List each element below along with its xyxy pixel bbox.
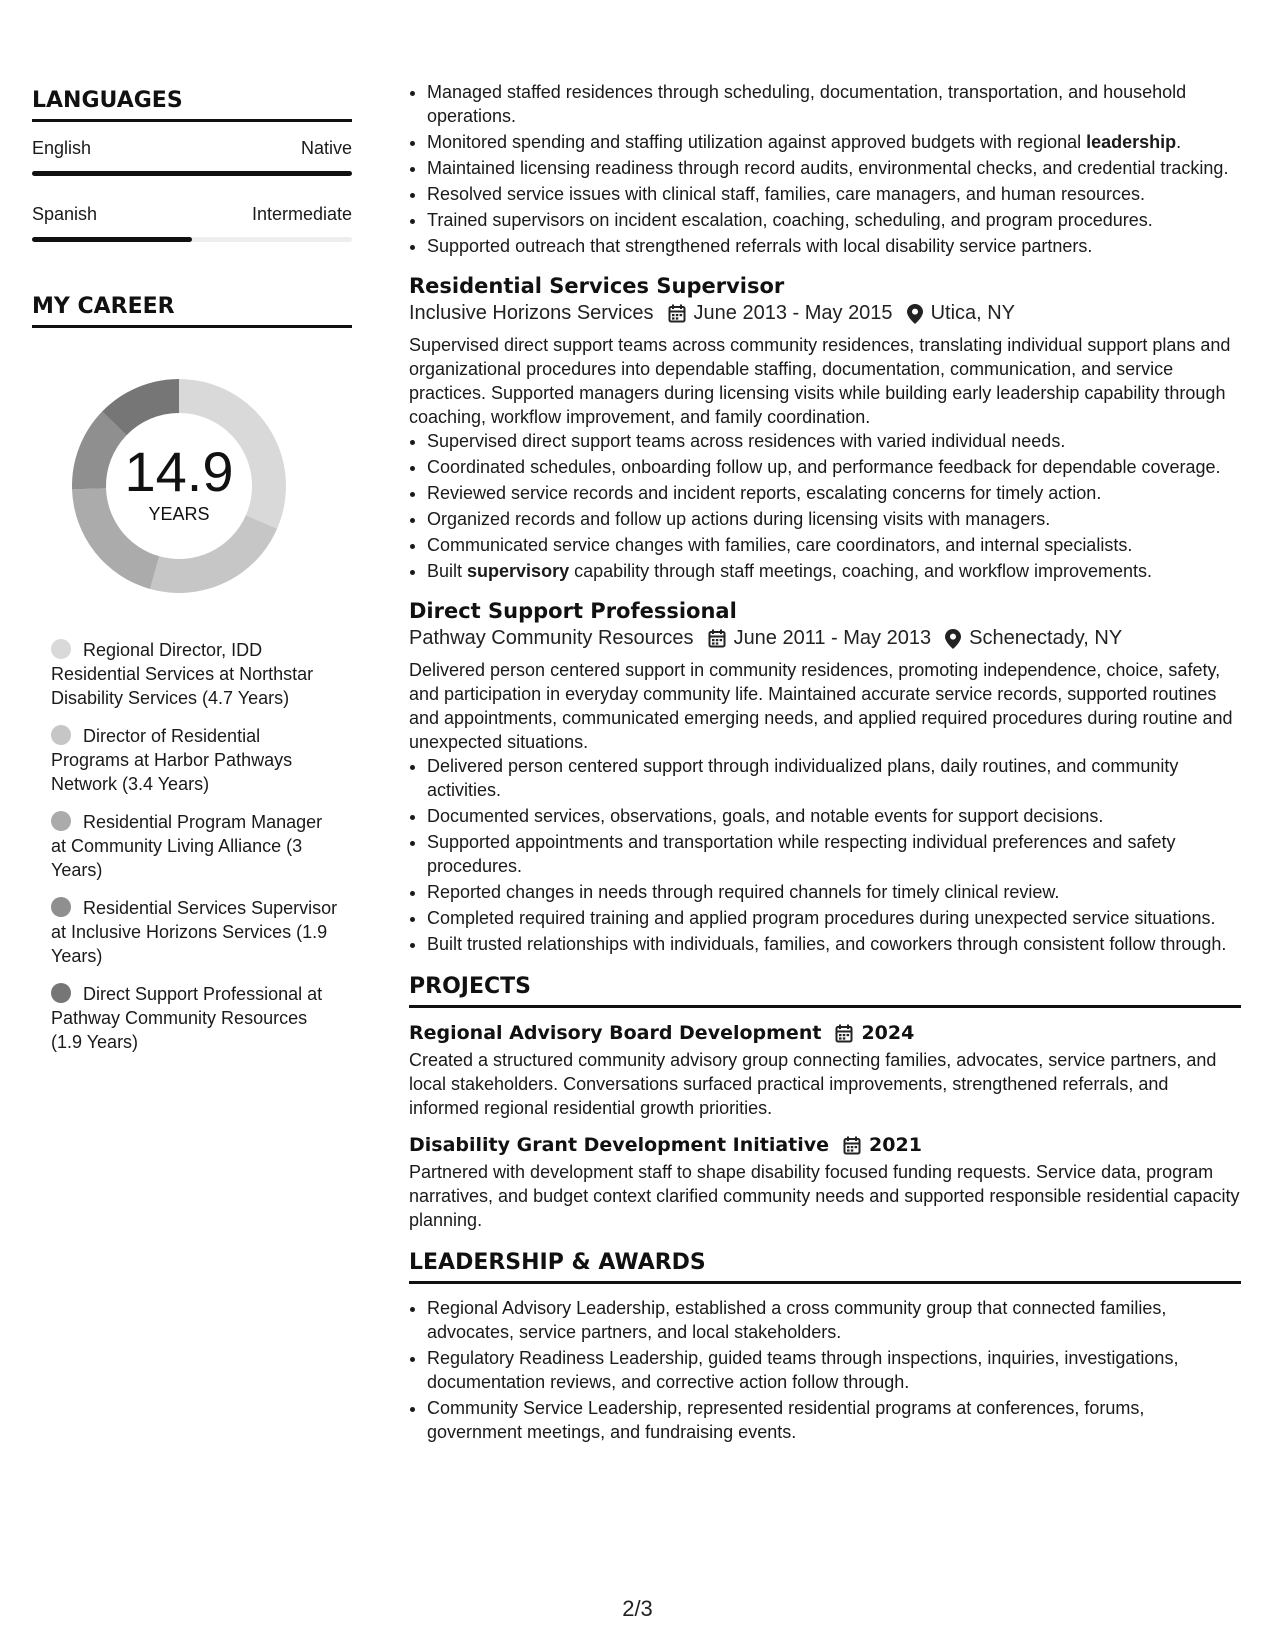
language-proficiency-fill (32, 237, 192, 242)
bullet-item: • Organized records and follow up actions during licensing visits with managers. (427, 507, 1241, 531)
job-bullets (409, 754, 1241, 956)
legend-item (51, 982, 341, 1054)
legend-dot (51, 897, 71, 917)
project-name: Disability Grant Development Initiative (409, 1134, 830, 1156)
calendar-icon (668, 304, 686, 323)
total-years-value: 14.9 (124, 440, 234, 503)
bullet-item: • Resolved service issues with clinical staff, families, care managers, and human resources. (427, 182, 1241, 206)
language-name: Spanish (32, 204, 98, 224)
project-year: 2024 (861, 1022, 915, 1044)
leadership-heading: LEADERSHIP & AWARDS (409, 1250, 1241, 1284)
bullet-item: • Community Service Leadership, represented residential programs at conferences, forums, government meetings, and fundraising events. (427, 1396, 1241, 1444)
project-title-row (409, 1022, 1241, 1044)
job-entry (409, 599, 1241, 956)
bullet-item: • Reviewed service records and incident reports, escalating concerns for timely action. (427, 481, 1241, 505)
legend-label: Direct Support Professional at Pathway Community Resources (1.9 Years) (51, 984, 323, 1052)
bullet-item: • Regulatory Readiness Leadership, guided teams through inspections, inquiries, investigations, documentation reviews, and corrective action follow through. (427, 1346, 1241, 1394)
bullet-item: • Managed staffed residences through scheduling, documentation, transportation, and household operations. (427, 80, 1241, 128)
legend-item (51, 724, 341, 796)
project-year: 2021 (869, 1134, 922, 1156)
bullet-item: • Regional Advisory Leadership, established a cross community group that connected families, advocates, service partners, and local stakeholders. (427, 1296, 1241, 1344)
job-company: Pathway Community Resources (409, 627, 694, 649)
job-description: Supervised direct support teams across community residences, translating individual support plans and organizational procedures into dependable staffing, documentation, communication, and service practices. Supported managers during licensing visits while building early leadership capability through coaching, workflow improvement, and family coordination. (409, 335, 1231, 427)
languages-heading: LANGUAGES (32, 88, 352, 122)
leadership-bullets (409, 1296, 1241, 1444)
project-name: Regional Advisory Board Development (409, 1022, 822, 1044)
legend-item (51, 638, 341, 710)
career-legend (51, 638, 341, 1054)
job-entry (409, 274, 1241, 583)
bullet-item: • Communicated service changes with families, care coordinators, and internal specialists. (427, 533, 1241, 557)
bullet-item: • Monitored spending and staffing utilization against approved budgets with regional leadership. (427, 130, 1241, 154)
job-title: Residential Services Supervisor (409, 274, 785, 298)
bullet-item: • Delivered person centered support through individualized plans, daily routines, and community activities. (427, 754, 1241, 802)
job-location: Utica, NY (930, 302, 1016, 324)
language-level: Intermediate (251, 204, 352, 224)
language-proficiency-bar (32, 237, 352, 242)
sidebar (32, 88, 352, 1068)
project-description: Created a structured community advisory group connecting families, advocates, service partners, and local stakeholders. Conversations surfaced practical improvements, strengthened referrals, and informed regional residential growth priorities. (409, 1050, 1217, 1118)
legend-dot (51, 725, 71, 745)
leadership-section (409, 1250, 1241, 1444)
continued-experience-bullets (409, 80, 1241, 258)
language-proficiency-fill (32, 171, 352, 176)
language-level: Native (300, 138, 352, 158)
job-dates: June 2011 - May 2013 (733, 627, 932, 649)
bullet-item: • Supported appointments and transportation while respecting individual preferences and safety procedures. (427, 830, 1241, 878)
calendar-icon (843, 1136, 861, 1155)
project-title-row (409, 1134, 1241, 1156)
job-meta (409, 302, 1241, 325)
bullet-item: • Supervised direct support teams across residences with varied individual needs. (427, 429, 1241, 453)
donut-center (65, 372, 293, 600)
job-bullets (409, 429, 1241, 583)
job-location: Schenectady, NY (969, 627, 1123, 649)
calendar-icon (708, 629, 726, 648)
job-company: Inclusive Horizons Services (409, 302, 654, 324)
main-content (409, 80, 1241, 1446)
job-title: Direct Support Professional (409, 599, 737, 623)
legend-item (51, 896, 341, 968)
project-entry (409, 1022, 1241, 1120)
job-meta (409, 627, 1241, 650)
bullet-item: • Built trusted relationships with individuals, families, and coworkers through consistent follow through. (427, 932, 1241, 956)
legend-label: Residential Program Manager at Community Living Alliance (3 Years) (51, 812, 323, 880)
job-description: Delivered person centered support in community residences, promoting independence, choice, safety, and participation in everyday community life. Maintained accurate service records, supported routines and appointments, communicated emerging needs, and applied required procedures during routine and unexpected situations. (409, 660, 1233, 752)
legend-label: Residential Services Supervisor at Inclusive Horizons Services (1.9 Years) (51, 898, 338, 966)
project-entry (409, 1134, 1241, 1232)
total-years-unit: YEARS (148, 504, 210, 524)
legend-label: Regional Director, IDD Residential Services at Northstar Disability Services (4.7 Years) (51, 640, 314, 708)
page-number: 2/3 (622, 1596, 653, 1621)
language-proficiency-bar (32, 171, 352, 176)
project-description: Partnered with development staff to shape disability focused funding requests. Service data, program narratives, and budget context clarified community needs and supported responsible residential capacity planning. (409, 1162, 1240, 1230)
career-heading: MY CAREER (32, 294, 352, 328)
bullet-item: • Documented services, observations, goals, and notable events for support decisions. (427, 804, 1241, 828)
bullet-item: • Completed required training and applied program procedures during unexpected service situations. (427, 906, 1241, 930)
language-english (32, 138, 352, 176)
legend-item (51, 810, 341, 882)
language-name: English (32, 138, 92, 158)
job-dates: June 2013 - May 2015 (693, 302, 893, 324)
bullet-item: • Reported changes in needs through required channels for timely clinical review. (427, 880, 1241, 904)
legend-dot (51, 639, 71, 659)
projects-heading: PROJECTS (409, 974, 1241, 1008)
legend-dot (51, 983, 71, 1003)
legend-dot (51, 811, 71, 831)
bullet-item: • Trained supervisors on incident escalation, coaching, scheduling, and program procedures. (427, 208, 1241, 232)
career-donut-chart (65, 372, 293, 600)
legend-label: Director of Residential Programs at Harbor Pathways Network (3.4 Years) (51, 726, 293, 794)
projects-section (409, 974, 1241, 1232)
bullet-item: • Built supervisory capability through staff meetings, coaching, and workflow improvements. (427, 559, 1241, 583)
map-pin-icon (945, 629, 961, 649)
bullet-item: • Maintained licensing readiness through record audits, environmental checks, and credential tracking. (427, 156, 1241, 180)
map-pin-icon (907, 304, 923, 324)
language-spanish (32, 204, 352, 242)
calendar-icon (835, 1024, 853, 1043)
bullet-item: • Supported outreach that strengthened referrals with local disability service partners. (427, 234, 1241, 258)
bullet-item: • Coordinated schedules, onboarding follow up, and performance feedback for dependable coverage. (427, 455, 1241, 479)
